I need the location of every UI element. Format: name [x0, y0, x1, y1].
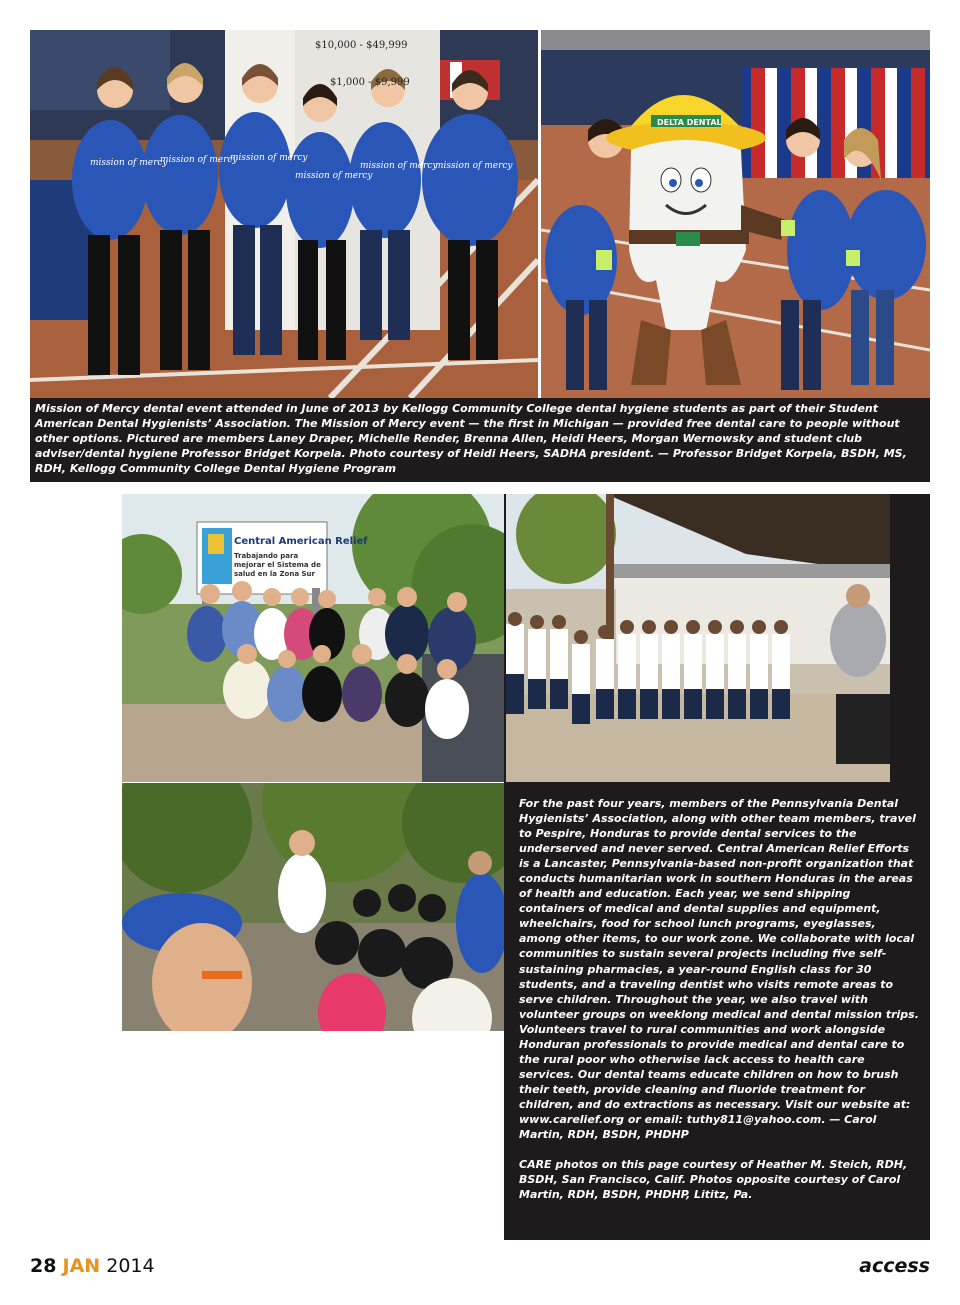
shirt-text-6: mission of mercy — [435, 161, 513, 171]
shirt-text-5: mission of mercy — [360, 161, 438, 171]
school-children-photo — [506, 494, 890, 782]
issue-year: 2014 — [106, 1255, 155, 1277]
mission-of-mercy-group-photo — [30, 30, 538, 398]
shirt-text-1: mission of mercy — [90, 158, 168, 168]
toothbrushing-lesson-photo — [122, 783, 504, 1031]
care-sign-subtitle: Trabajando para mejorar el Sistema de salud en la Zona Sur — [234, 552, 321, 578]
honduras-caption-body: For the past four years, members of the Pennsylvania Dental Hygienists’ Association, along with other team members, travel to Pespire, Honduras to provide dental services to the underserved and never served. Central American Relief Efforts is a Lancaster, Pennsylvania-based non-profit organization that conducts humanitarian work in southern Honduras in the areas of health and education. Each year, we send shipping containers of medical and dental supplies and equipment, wheelchairs, food for school lunch programs, eyeglasses, among other items, to our work zone. We collaborate with local communities to sustain several projects including five self-sustaining pharmacies, a year-round English class for 30 students, and a traveling dentist who visits remote areas to serve children. Throughout the year, we also travel with volunteer groups on weeklong medical and dental mission trips. Volunteers travel to rural communities and work alongside Honduran professionals to provide medical and dental care to the rural poor who otherwise lack access to health care services. Our dental teams educate children on how to brush their teeth, provide cleaning and fluoride treatment for children, and do extractions as necessary. Visit our website at: www.carelief.org or email: tuthy811@yahoo.com. — Carol Martin, RDH, BSDH, PHDHP — [519, 797, 919, 1142]
tooth-mascot-photo — [541, 30, 930, 398]
issue-month: JAN — [62, 1255, 101, 1277]
care-sign-title: Central American Relief — [234, 536, 368, 547]
shirt-text-2: mission of mercy — [160, 155, 238, 165]
mission-of-mercy-caption: Mission of Mercy dental event attended in June of 2013 by Kellogg Community College dental hygiene students as part of their Student American Dental Hygienists’ Association. The Mission of Mercy event — the first in Michigan — provided free dental care to people without other options. Pictured are members Laney Draper, Michelle Render, Brenna Allen, Heidi Heers, Morgan Wernowsky and student club adviser/dental hygiene Professor Bridget Korpela. Photo courtesy of Heidi Heers, SADHA president. — Professor Bridget Korpela, BSDH, MS, RDH, Kellogg Community College Dental Hygiene Program — [30, 398, 930, 482]
page-footer-folio — [30, 1255, 155, 1277]
shirt-text-3: mission of mercy — [230, 153, 308, 163]
shirt-text-4: mission of mercy — [295, 171, 373, 181]
mascot-hat-badge: DELTA DENTAL — [657, 118, 722, 127]
photo-credit: CARE photos on this page courtesy of Heather M. Steich, RDH, BSDH, San Francisco, Calif. Photos opposite courtesy of Carol Martin, RDH, BSDH, PHDHP, Lititz, Pa. — [519, 1158, 908, 1202]
sponsor-sign-amount-2: $1,000 - $9,999 — [330, 77, 410, 88]
honduras-caption — [519, 796, 919, 1202]
page-number: 28 — [30, 1255, 57, 1277]
central-american-relief-group-photo — [122, 494, 504, 782]
sponsor-sign-amount-1: $10,000 - $49,999 — [315, 40, 408, 51]
publication-name: access — [859, 1255, 930, 1277]
